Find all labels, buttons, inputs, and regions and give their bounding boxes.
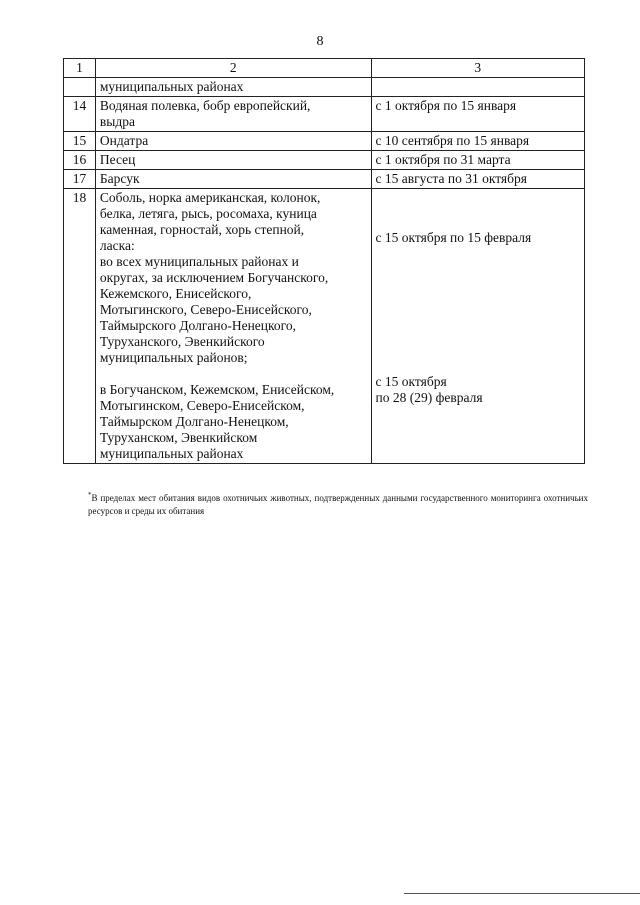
species-cell: Ондатра — [95, 132, 371, 151]
header-col-1: 1 — [64, 59, 96, 78]
period-line: с 15 октября — [375, 374, 447, 389]
header-col-3: 3 — [371, 59, 584, 78]
bottom-rule — [404, 893, 640, 894]
region-line: Туруханского, Эвенкийского — [99, 334, 265, 349]
region-line: муниципальных районах — [99, 446, 244, 461]
footnote-marker: * — [88, 491, 92, 499]
table-row-14 — [64, 97, 585, 132]
hunting-seasons-table — [63, 58, 585, 464]
page-number: 8 — [316, 34, 324, 49]
region-line: в Богучанском, Кежемском, Енисейском, — [99, 382, 335, 397]
row-num-cell — [64, 78, 96, 97]
period-cell: с 1 октября по 15 января — [371, 97, 584, 132]
footnote — [88, 489, 588, 518]
period-cell — [371, 78, 584, 97]
region-line: Таймырского Долгано-Ненецкого, — [99, 318, 296, 333]
period-cell: с 10 сентября по 15 января — [371, 132, 584, 151]
species-line: Водяная полевка, бобр европейский, — [99, 98, 311, 113]
period-line: с 15 октября по 15 февраля — [375, 230, 532, 245]
table-row-18 — [64, 189, 585, 464]
table-row-16 — [64, 151, 585, 170]
species-cell — [95, 189, 371, 464]
header-col-2: 2 — [95, 59, 371, 78]
species-line: Соболь, норка американская, колонок, — [99, 190, 321, 205]
period-cell: с 1 октября по 31 марта — [371, 151, 584, 170]
row-num-cell: 17 — [64, 170, 96, 189]
region-line: Мотыгинского, Северо-Енисейского, — [99, 302, 312, 317]
period-cell — [371, 189, 584, 464]
table-row-continued — [64, 78, 585, 97]
spacer — [100, 366, 367, 382]
species-line: белка, летяга, рысь, росомаха, куница — [99, 206, 317, 221]
species-cell: Барсук — [95, 170, 371, 189]
row-num-cell: 15 — [64, 132, 96, 151]
footnote-text: В пределах мест обитания видов охотничьих животных, подтвержденных данными государственного мониторинга охотничьих ресурсов и среды их обитания — [88, 493, 588, 516]
row-num-cell: 14 — [64, 97, 96, 132]
region-line: Таймырском Долгано-Ненецком, — [99, 414, 289, 429]
period-line: по 28 (29) февраля — [375, 390, 483, 405]
region-line: Кежемского, Енисейского, — [99, 286, 252, 301]
species-line: выдра — [99, 114, 135, 129]
region-line: Мотыгинском, Северо-Енисейском, — [99, 398, 305, 413]
region-line: округах, за исключением Богучанского, — [99, 270, 329, 285]
region-line: муниципальных районов; — [99, 350, 248, 365]
species-line: каменная, горностай, хорь степной, — [99, 222, 305, 237]
table-header-row — [64, 59, 585, 78]
species-cell — [95, 97, 371, 132]
table-row-15 — [64, 132, 585, 151]
period-cell: с 15 августа по 31 октября — [371, 170, 584, 189]
row-num-cell: 18 — [64, 189, 96, 464]
table-row-17 — [64, 170, 585, 189]
row-num-cell: 16 — [64, 151, 96, 170]
species-line: ласка: — [99, 238, 135, 253]
region-line: во всех муниципальных районах и — [99, 254, 299, 269]
region-line: Туруханском, Эвенкийском — [99, 430, 258, 445]
species-cell: Песец — [95, 151, 371, 170]
species-cell: муниципальных районах — [95, 78, 371, 97]
